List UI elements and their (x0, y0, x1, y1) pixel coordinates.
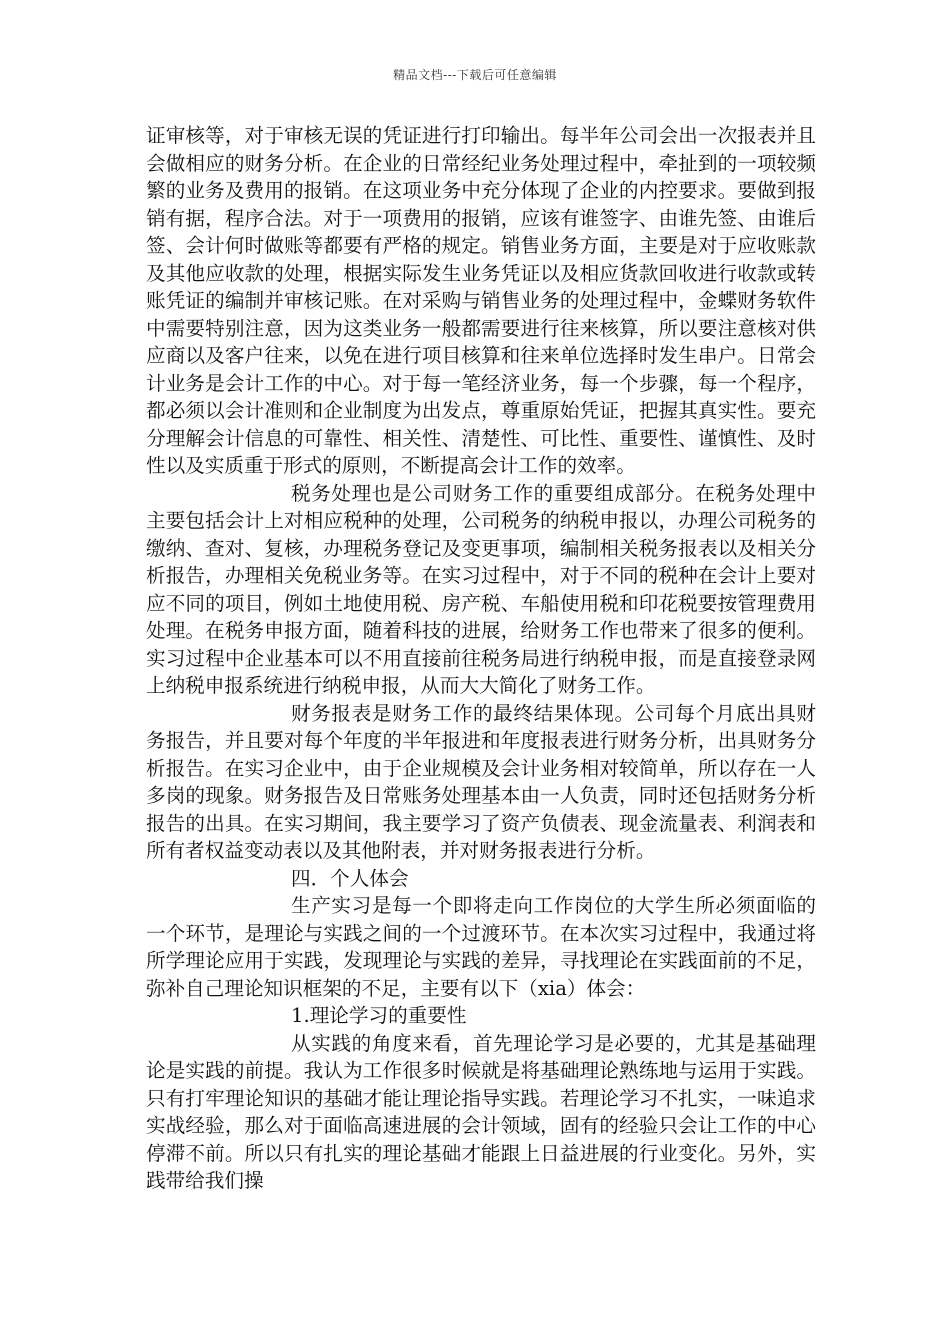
page-header: 精品文档---下载后可任意编辑 (393, 68, 557, 82)
paragraph-internship-intro: 生产实习是每一个即将走向工作岗位的大学生所必须面临的一个环节，是理论与实践之间的一个过渡环节。在本次实习过程中，我通过将所学理论应用于实践，发现理论与实践的差异，寻找理论在实践面前的不足，弥补自己理论知识框架的不足，主要有以下（xia）体会： (146, 894, 816, 1000)
paragraph-tax-processing: 税务处理也是公司财务工作的重要组成部分。在税务处理中主要包括会计上对相应税种的处理，公司税务的纳税申报以，办理公司税务的缴纳、查对、复核，办理税务登记及变更事项，编制相关税务报表以及相关分析报告，办理相关免税业务等。在实习过程中，对于不同的税种在会计上要对应不同的项目，例如土地使用税、房产税、车船使用税和印花税要按管理费用处理。在税务申报方面，随着科技的进展，给财务工作也带来了很多的便利。实习过程中企业基本可以不用直接前往税务局进行纳税申报，而是直接登录网上纳税申报系统进行纳税申报，从而大大简化了财务工作。 (146, 481, 816, 697)
paragraph-theory-practice: 从实践的角度来看，首先理论学习是必要的，尤其是基础理论是实践的前提。我认为工作很多时候就是将基础理论熟练地与运用于实践。只有打牢理论知识的基础才能让理论指导实践。若理论学习不扎实，一味追求实战经验，那么对于面临高速进展的会计领域，固有的经验只会让工作的中心停滞不前。所以只有扎实的理论基础才能跟上日益进展的行业变化。另外，实践带给我们操 (146, 1031, 816, 1192)
paragraph-daily-accounting: 证审核等，对于审核无误的凭证进行打印输出。每半年公司会出一次报表并且会做相应的财务分析。在企业的日常经纪业务处理过程中，牵扯到的一项较频繁的业务及费用的报销。在这项业务中充分体现了企业的内控要求。要做到报销有据，程序合法。对于一项费用的报销，应该有谁签字、由谁先签、由谁后签、会计何时做账等都要有严格的规定。销售业务方面，主要是对于应收账款及其他应收款的处理，根据实际发生业务凭证以及相应货款回收进行收款或转账凭证的编制并审核记账。在对采购与销售业务的处理过程中，金蝶财务软件中需要特别注意，因为这类业务一般都需要进行往来核算，所以要注意核对供应商以及客户往来，以免在进行项目核算和往来单位选择时发生串户。日常会计业务是会计工作的中心。对于每一笔经济业务，每一个步骤，每一个程序，都必须以会计准则和企业制度为出发点，尊重原始凭证，把握其真实性。要充分理解会计信息的可靠性、相关性、清楚性、可比性、重要性、谨慎性、及时性以及实质重于形式的原则，不断提高会计工作的效率。 (146, 124, 816, 477)
paragraph-financial-statements: 财务报表是财务工作的最终结果体现。公司每个月底出具财务报告，并且要对每个年度的半年报进和年度报表进行财务分析，出具财务分析报告。在实习企业中，由于企业规模及会计业务相对较简单，所以存在一人多岗的现象。财务报告及日常账务处理基本由一人负责，同时还包括财务分析报告的出具。在实习期间，我主要学习了资产负债表、现金流量表、利润表和所有者权益变动表以及其他附表，并对财务报表进行分析。 (146, 701, 816, 862)
document-body (146, 122, 816, 1195)
subheading-theory-importance: 1.理论学习的重要性 (291, 1004, 467, 1027)
section-heading-personal-experience: 四．个人体会 (291, 866, 409, 890)
